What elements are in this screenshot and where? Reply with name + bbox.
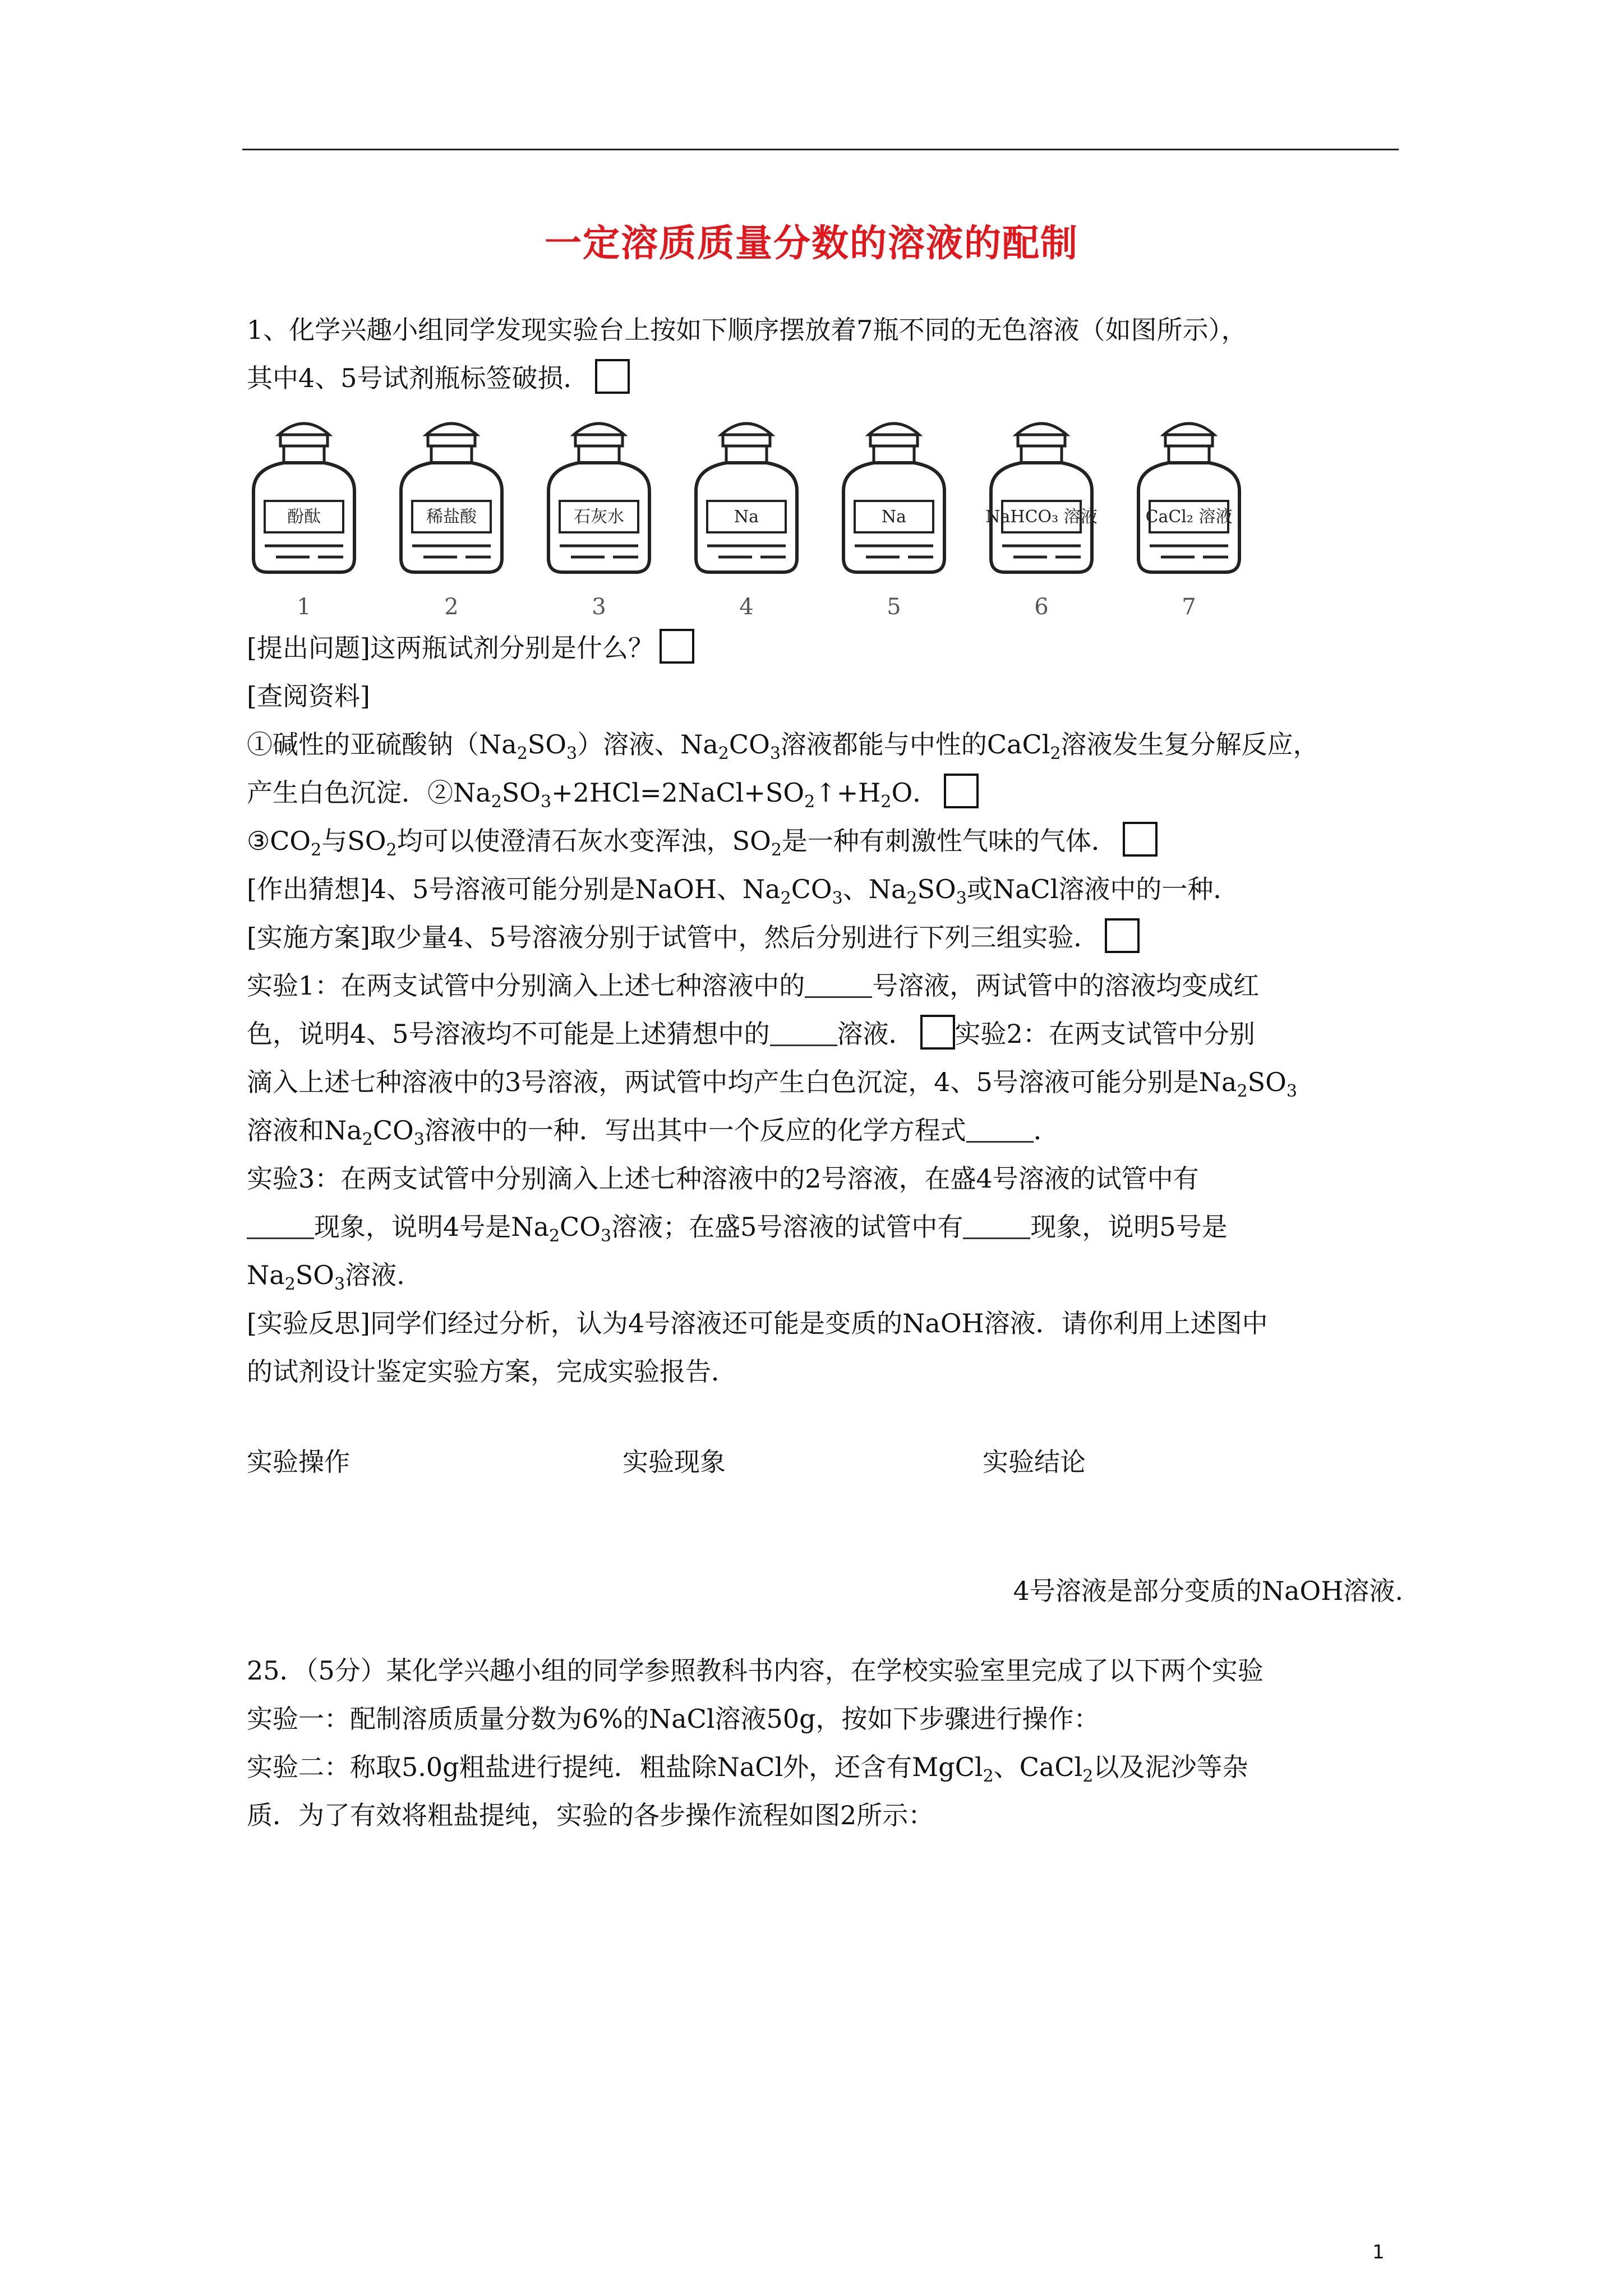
- bottle-number: 5: [887, 594, 901, 620]
- experiment-3-line-2: 现象，说明4号是$Na_2CO_3$溶液；在盛5号溶液的试管中有 现象，说明5号是: [247, 1203, 1391, 1251]
- reference-title: [查阅资料]: [247, 681, 370, 711]
- experiment-2-line-1: 滴入上述七种溶液中的3号溶液，两试管中均产生白色沉淀，4、5号溶液可能分别是$Na_2SO_3$: [247, 1067, 1297, 1101]
- plan-line: [实施方案]取少量4、5号溶液分别于试管中，然后分别进行下列三组实验．: [247, 913, 1391, 961]
- bottle-number: 2: [444, 594, 459, 620]
- answer-blank[interactable]: [247, 1215, 314, 1239]
- reference-line-2: 产生白色沉淀．$②Na_2SO_3+2HCl=2NaCl+SO_2↑+H_2O$．: [247, 769, 1391, 817]
- bottle-1: [253, 424, 354, 620]
- page-title: 一定溶质质量分数的溶液的配制: [545, 221, 1078, 265]
- q1-intro: [247, 306, 1391, 402]
- bottle-label: Na: [881, 507, 907, 527]
- bottle-label: 稀盐酸: [426, 507, 477, 527]
- q1-intro-line2: 其中4、5号试剂瓶标签破损．: [247, 354, 1391, 402]
- q25-line-2: 实验一：配制溶质质量分数为6%的NaCl溶液50g，按如下步骤进行操作：: [247, 1704, 1100, 1734]
- bottle-7: [1138, 424, 1239, 620]
- answer-blank[interactable]: [770, 1022, 837, 1046]
- answer-box[interactable]: [1105, 918, 1140, 953]
- q1-intro-line1: 1、化学兴趣小组同学发现实验台上按如下顺序摆放着7瓶不同的无色溶液（如图所示），: [247, 315, 1247, 345]
- q25-line-1: 25．（5分）某化学兴趣小组的同学参照教科书内容，在学校实验室里完成了以下两个实验: [247, 1655, 1264, 1686]
- table-conclusion-cell: 4号溶液是部分变质的NaOH溶液.: [1013, 1576, 1403, 1606]
- bottle-5: [843, 424, 944, 620]
- experiment-1-line-1: 实验1：在两支试管中分别滴入上述七种溶液中的 号溶液，两试管中的溶液均变成红: [247, 970, 1260, 1001]
- bottle-6: [985, 424, 1097, 620]
- bottle-number: 7: [1182, 594, 1196, 620]
- table-header-phenomenon: 实验现象: [623, 1447, 726, 1477]
- q25-body: [247, 1646, 1391, 1839]
- bottle-label: 酚酞: [287, 507, 321, 527]
- header-rule: [242, 149, 1399, 150]
- answer-box[interactable]: [660, 629, 694, 664]
- answer-box[interactable]: [920, 1015, 955, 1050]
- q25-line-3: 实验二：称取5.0g粗盐进行提纯．粗盐除NaCl外，还含有MgCl$_2$、CaCl$_2$以及泥沙等杂: [247, 1752, 1248, 1786]
- question-line: [提出问题]这两瓶试剂分别是什么？: [247, 624, 1391, 672]
- reflection-line-1: [实验反思]同学们经过分析，认为4号溶液还可能是变质的NaOH溶液．请你利用上述图中: [247, 1308, 1268, 1338]
- answer-box[interactable]: [1123, 822, 1158, 857]
- q1-body: [247, 624, 1391, 1396]
- table-header-operation: 实验操作: [247, 1447, 350, 1477]
- answer-blank[interactable]: [966, 1119, 1034, 1143]
- bottle-label: CaCl₂ 溶液: [1145, 507, 1233, 527]
- bottle-number: 6: [1034, 594, 1049, 620]
- answer-box[interactable]: [944, 774, 979, 808]
- bottle-4: [696, 424, 797, 620]
- experiment-3-line-1: 实验3：在两支试管中分别滴入上述七种溶液中的2号溶液，在盛4号溶液的试管中有: [247, 1163, 1199, 1194]
- bottle-number: 1: [297, 594, 311, 620]
- experiment-1-line-2: 色，说明4、5号溶液均不可能是上述猜想中的 溶液． 实验2：在两支试管中分别: [247, 1010, 1391, 1058]
- bottle-label: 石灰水: [574, 507, 624, 527]
- experiment-2-line-2: 溶液和$Na_2CO_3$溶液中的一种．写出其中一个反应的化学方程式 ．: [247, 1115, 1059, 1149]
- answer-blank[interactable]: [963, 1215, 1030, 1239]
- reference-line-3: $③CO_2$与$SO_2$均可以使澄清石灰水变浑浊，$SO_2$是一种有刺激性气味的气体．: [247, 817, 1391, 865]
- bottle-label: Na: [734, 507, 759, 527]
- bottle-3: [548, 424, 649, 620]
- bottle-2: [401, 424, 502, 620]
- guess-line: [作出猜想]4、5号溶液可能分别是NaOH、$Na_2CO_3$、$Na_2SO_3$或NaCl溶液中的一种．: [247, 874, 1239, 908]
- bottle-number: 3: [592, 594, 606, 620]
- table-header-conclusion: 实验结论: [983, 1447, 1086, 1477]
- experiment-3-line-3: $Na_2SO_3$溶液.: [247, 1260, 405, 1294]
- q25-line-4: 质．为了有效将粗盐提纯，实验的各步操作流程如图2所示：: [247, 1800, 934, 1830]
- reagent-bottles-figure: [242, 412, 1274, 628]
- answer-blank[interactable]: [805, 974, 872, 998]
- answer-box[interactable]: [595, 359, 630, 394]
- bottle-number: 4: [739, 594, 754, 620]
- reflection-line-2: 的试剂设计鉴定实验方案，完成实验报告．: [247, 1356, 737, 1387]
- reference-line-1: ①碱性的亚硫酸钠$(Na_2SO_3)$溶液、$Na_2CO_3$溶液都能与中性的CaCl$_2$溶液发生复分解反应，: [247, 729, 1319, 763]
- bottle-label: NaHCO₃ 溶液: [985, 507, 1098, 527]
- page-number: 1: [1372, 2241, 1385, 2263]
